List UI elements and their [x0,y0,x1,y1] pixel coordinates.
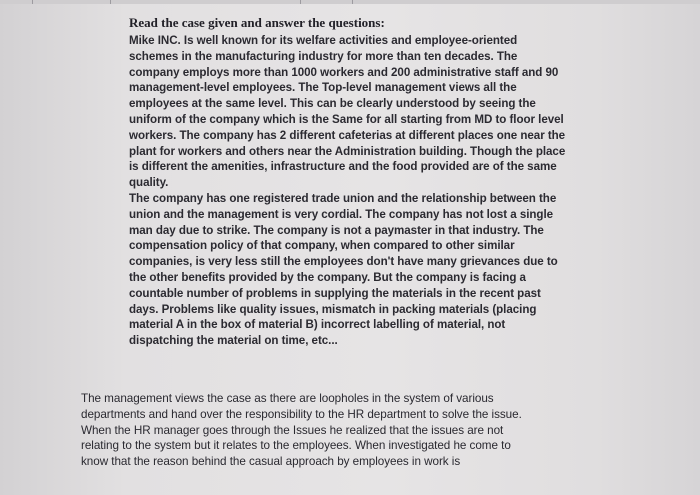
case-line: management-level employees. The Top-level management views all the [129,81,517,95]
continuation-block [81,391,601,470]
continuation-line: know that the reason behind the casual approach by employees in work is [81,455,461,469]
case-line: schemes in the manufacturing industry for more than ten decades. The [129,49,518,63]
case-line: Mike INC. Is well known for its welfare activities and employee-oriented [129,34,518,47]
case-line: compensation policy of that company, when compared to other similar [129,239,515,253]
table-cell-border [32,0,33,4]
continuation-line: The management views the case as there are loopholes in the system of various [81,392,494,405]
continuation-line: relating to the system but it relates to the employees. When investigated he come to [81,439,511,453]
case-line: The company has one registered trade union and the relationship between the [129,191,557,205]
case-line: uniform of the company which is the Same for all starting from MD to floor level [129,112,564,126]
case-line: companies, is very less still the employees don't have many grievances due to [129,255,558,269]
case-study-block [129,14,599,349]
case-line: employees at the same level. This can be clearly understood by seeing the [129,97,536,111]
table-cell-border [300,0,301,4]
case-line: dispatching the material on time, etc... [129,334,338,348]
case-line: days. Problems like quality issues, mismatch in packing materials (placing [129,302,537,316]
case-line: is different the amenities, infrastructure and the food provided are of the same [129,160,557,174]
continuation-line: departments and hand over the responsibility to the HR department to solve the issue. [81,407,522,421]
case-line: union and the management is very cordial. The company has not lost a single [129,207,554,221]
top-table-edge [0,0,700,4]
table-cell-border [352,0,353,4]
continuation-line: When the HR manager goes through the Issues he realized that the issues are not [81,423,504,437]
table-cell-border [110,0,111,4]
case-line: material A in the box of material B) incorrect labelling of material, not [129,318,506,332]
case-line: man day due to strike. The company is not a paymaster in that industry. The [129,223,544,237]
case-line: quality. [129,176,169,190]
case-line: the other benefits provided by the company. But the company is facing a [129,270,526,284]
case-heading: Read the case given and answer the questions: [129,15,385,30]
case-line: company employs more than 1000 workers and 200 administrative staff and 90 [129,65,559,79]
case-line: plant for workers and others near the Administration building. Though the place [129,144,566,158]
case-line: workers. The company has 2 different cafeterias at different places one near the [129,128,566,142]
case-line: countable number of problems in supplying the materials in the recent past [129,286,541,300]
